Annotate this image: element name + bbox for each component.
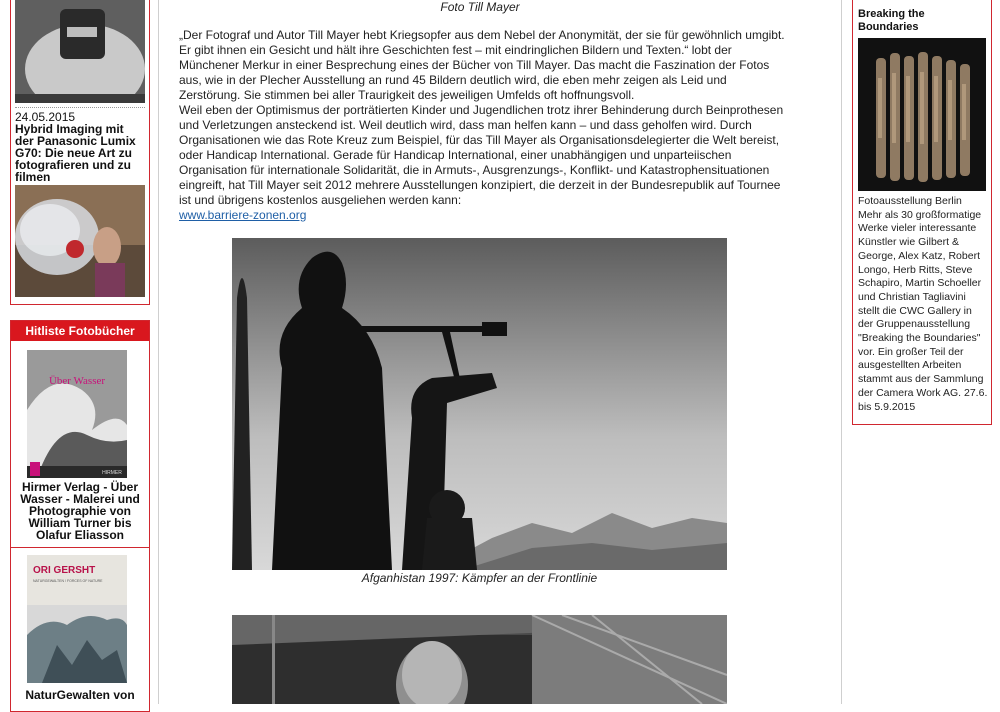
svg-text:NATURGEWALTEN / FORCES OF NATU: NATURGEWALTEN / FORCES OF NATURE [33, 579, 103, 583]
article-paragraph: „Der Fotograf und Autor Till Mayer hebt Kriegsopfer aus dem Nebel der Anonymität, der sie für gewöhnlich umgibt. Er gibt ihnen ein Gesicht und hält ihre Geschichten fest – mit eindringlichen Bildern und Texten.“ lobt der Münchener Merkur in einer Besprechung eines der Bücher von Till Mayer. Das macht die Faszination der Fotos aus, wie in der Plecher Ausstellung an rund 45 Bildern deutlich wird, die eben mehr zeigen als Leid und Zerstörung. Sie stimmen bei aller Traurigkeit des jeweiligen Umfelds oft hoffnungsvoll. [179, 28, 785, 102]
exhibition-title-link[interactable]: Breaking the Boundaries [858, 8, 925, 33]
article-body [179, 28, 785, 223]
book-cover-naturgewalten[interactable] [27, 555, 127, 683]
exhibition-thumbnail[interactable] [858, 38, 986, 191]
news-separator [15, 107, 145, 108]
column-divider-left [158, 0, 159, 704]
book-cover-ueber-wasser[interactable] [27, 350, 127, 478]
book-cover-title: ORI GERSHT [33, 565, 96, 576]
exhibition-box [852, 0, 992, 425]
column-divider-right [841, 0, 842, 704]
news-title-link[interactable]: Hybrid Imaging mit der Panasonic Lumix G70: Die neue Art zu fotografieren und zu filmen [15, 122, 136, 184]
article-photo-fighters[interactable] [232, 238, 727, 570]
article-paragraph: Weil eben der Optimismus der porträtierten Kinder und Jugendlichen trotz ihrer Behinderung durch Beinprothesen und Verletzungen ansteckend ist. Weil deutlich wird, dass man helfen kann – und dass geholfen wird. Durch Organisationen wie das Rote Kreuz zum Beispiel, für das Till Mayer als Organisationsdelegierter die Welt bereist, oder Handicap International. Gerade für Handicap International, einer unabhängigen und unparteiischen Organisation für internationale Solidarität, die in Armuts-, Ausgrenzungs-, Konflikt- und Katastrophensituationen eingreift, hat Till Mayer seit 2012 mehrere Ausstellungen konzipiert, die derzeit in der Bundesrepublik auf Tournee ist und übrigens kostenlos ausgeliehen werden kann: [179, 103, 784, 207]
news-box [10, 0, 150, 305]
hitliste-box [10, 320, 150, 712]
book-caption-naturgewalten[interactable]: NaturGewalten von [25, 688, 135, 702]
svg-text:HIRMER: HIRMER [102, 470, 122, 476]
photo-credit: Foto Till Mayer [440, 0, 520, 14]
exhibition-link[interactable]: www.barriere-zonen.org [179, 208, 307, 222]
exhibition-description: Fotoausstellung Berlin Mehr als 30 großformatige Werke vieler interessante Künstler wie Gilbert & George, Alex Katz, Robert Longo, Herb Ritts, Steve Schapiro, Martin Schoeller und Christian Tagliavini stellt die CWC Gallery in der Gruppenausstellung "Breaking the Boundaries" vor. Ein großer Teil der ausgestellten Arbeiten stammt aus der Sammlung der Camera Work AG. 27.6. bis 5.9.2015 [858, 195, 988, 413]
photo-caption: Afganhistan 1997: Kämpfer an der Frontlinie [361, 571, 598, 585]
article-photo-portrait[interactable] [232, 615, 727, 704]
book-divider [11, 547, 149, 548]
hitliste-header: Hitliste Fotobücher [11, 321, 149, 341]
news-thumbnail-top[interactable] [15, 0, 145, 103]
book-caption-ueber-wasser[interactable]: Hirmer Verlag - Über Wasser - Malerei und Photographie von William Turner bis Olafur Eliasson [20, 480, 140, 542]
news-date: 24.05.2015 [15, 110, 76, 124]
news-thumbnail-bubble[interactable] [15, 185, 145, 297]
book-cover-title: Über Wasser [48, 375, 106, 387]
